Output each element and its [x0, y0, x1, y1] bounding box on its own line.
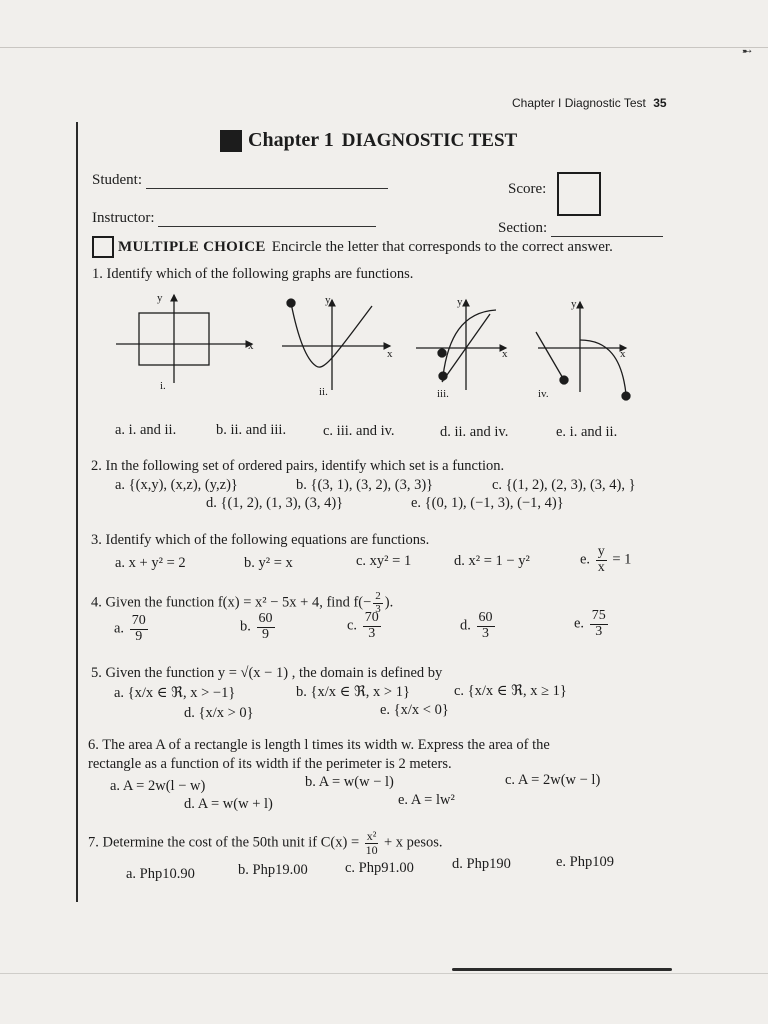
graph-ii: [282, 299, 390, 390]
student-line[interactable]: [146, 174, 388, 189]
q1-option-b[interactable]: b. ii. and iii.: [216, 422, 287, 438]
graph-i-y-label: y: [157, 292, 163, 304]
q3-option-e[interactable]: e. $\frac{y}{x}$ = 1: [580, 544, 632, 575]
section-heading: [92, 236, 613, 258]
q7-option-d[interactable]: d. Php190: [452, 856, 511, 872]
question-2: 2. In the following set of ordered pairs, identify which set is a function.: [91, 458, 505, 474]
q4-option-e[interactable]: e. $\frac{75}{3}$: [574, 608, 606, 639]
q4-option-c[interactable]: c. $\frac{70}{3}$: [347, 610, 379, 641]
section-title: MULTIPLE CHOICE: [118, 238, 266, 255]
graph-ii-x-label: x: [387, 348, 393, 360]
graph-iii-label: iii.: [437, 388, 449, 400]
student-label: Student:: [92, 172, 143, 188]
question-4-suffix: ).: [384, 594, 394, 611]
q7-option-e[interactable]: e. Php109: [556, 854, 614, 870]
q6-option-a[interactable]: a. A = 2w(l − w): [110, 778, 206, 794]
question-7-prefix: 7. Determine the cost of the 50th unit if C(x) =: [88, 834, 360, 851]
graph-i-x-label: x: [248, 340, 254, 352]
checkbox-icon: [92, 236, 114, 258]
q5-option-c[interactable]: c. {x/x ∈ ℜ, x ≥ 1}: [454, 683, 567, 699]
graph-ii-label: ii.: [319, 386, 328, 398]
question-4-prefix: 4. Given the function f(x) = x² − 5x + 4, find f(−: [91, 594, 372, 611]
q5-option-e[interactable]: e. {x/x < 0}: [380, 702, 449, 718]
section-label: Section:: [498, 220, 548, 236]
q4-option-b[interactable]: b. $\frac{60}{9}$: [240, 611, 273, 642]
question-5: 5. Given the function y = √(x − 1) , the domain is defined by: [91, 665, 443, 681]
q4-option-d[interactable]: d. $\frac{60}{3}$: [460, 610, 493, 641]
q1-option-d[interactable]: d. ii. and iv.: [440, 424, 509, 440]
q2-option-e[interactable]: e. {(0, 1), (−1, 3), (−1, 4)}: [411, 495, 564, 511]
q2-option-c[interactable]: c. {(1, 2), (2, 3), (3, 4), }: [492, 477, 636, 493]
graph-iii-y-label: y: [457, 296, 463, 308]
graphs-svg: [110, 288, 650, 410]
q7-option-a[interactable]: a. Php10.90: [126, 866, 195, 882]
q4-option-e-frac: $\frac{75}{3}$: [591, 608, 606, 639]
graph-iv: [536, 302, 630, 400]
graph-iv-y-label: y: [571, 298, 577, 310]
score-label: Score:: [508, 181, 547, 197]
q3-option-e-frac: $\frac{y}{x}$: [597, 544, 605, 575]
q5-option-d[interactable]: d. {x/x > 0}: [184, 705, 254, 721]
section-field[interactable]: [498, 220, 663, 237]
instructor-label: Instructor:: [92, 210, 155, 226]
section-line[interactable]: [551, 222, 663, 237]
page-top-edge: [0, 47, 768, 48]
student-field[interactable]: [92, 172, 388, 189]
title-main: Chapter 1: [248, 129, 334, 151]
graph-iv-x-label: x: [620, 348, 626, 360]
margin-rule: [76, 122, 78, 902]
question-1: 1. Identify which of the following graphs are functions.: [92, 266, 414, 282]
question-3: 3. Identify which of the following equations are functions.: [91, 532, 430, 548]
q6-option-e[interactable]: e. A = lw²: [398, 792, 455, 808]
q4-option-b-frac: $\frac{60}{9}$: [258, 611, 273, 642]
q7-option-c[interactable]: c. Php91.00: [345, 860, 414, 876]
question-6-line-1: 6. The area A of a rectangle is length l times its width w. Express the area of the: [88, 737, 550, 753]
page-bottom-edge: [0, 973, 768, 974]
graph-iv-label: iv.: [538, 388, 549, 400]
q6-option-b[interactable]: b. A = w(w − l): [305, 774, 394, 790]
q1-option-a[interactable]: a. i. and ii.: [115, 422, 177, 438]
q5-option-a[interactable]: a. {x/x ∈ ℜ, x > −1}: [114, 685, 236, 701]
q3-option-d[interactable]: d. x² = 1 − y²: [454, 553, 530, 569]
q2-option-a[interactable]: a. {(x,y), (x,z), (y,z)}: [115, 477, 238, 493]
graph-ii-y-label: y: [325, 294, 331, 306]
q6-option-c[interactable]: c. A = 2w(w − l): [505, 772, 601, 788]
q4-option-d-frac: $\frac{60}{3}$: [478, 610, 493, 641]
bottom-pen-stroke: [452, 968, 672, 971]
instructor-field[interactable]: [92, 210, 376, 227]
q5-option-b[interactable]: b. {x/x ∈ ℜ, x > 1}: [296, 684, 410, 700]
graph-iii: [416, 300, 506, 390]
page-title: [220, 129, 517, 152]
chapter-ref: Chapter I Diagnostic Test: [512, 96, 646, 110]
q1-option-c[interactable]: c. iii. and iv.: [323, 423, 395, 439]
page-number: 35: [653, 96, 667, 110]
q3-option-c[interactable]: c. xy² = 1: [356, 553, 412, 569]
title-sub: DIAGNOSTIC TEST: [341, 129, 518, 151]
q1-graphs: [110, 288, 650, 415]
q4-option-c-frac: $\frac{70}{3}$: [364, 610, 379, 641]
instructor-line[interactable]: [158, 212, 376, 227]
q6-option-d[interactable]: d. A = w(w + l): [184, 796, 273, 812]
question-7-suffix: + x pesos.: [384, 834, 443, 851]
q7-option-b[interactable]: b. Php19.00: [238, 862, 308, 878]
question-6-line-2: rectangle as a function of its width if the perimeter is 2 meters.: [88, 756, 452, 772]
q2-option-d[interactable]: d. {(1, 2), (1, 3), (3, 4)}: [206, 495, 344, 511]
pen-mark: ➸: [742, 44, 753, 58]
section-instruction: Encircle the letter that corresponds to the correct answer.: [271, 238, 613, 255]
question-7: [88, 830, 443, 856]
running-header: [512, 96, 667, 110]
q3-option-e-letter: e.: [580, 551, 591, 568]
q1-option-e[interactable]: e. i. and ii.: [556, 424, 618, 440]
title-bullet-icon: [220, 130, 242, 152]
question-4-frac: $\frac{2}{3}$: [375, 590, 381, 615]
graph-i: [116, 295, 252, 383]
question-7-frac: $\frac{\text{x²}}{10}$: [365, 829, 378, 857]
q4-option-a[interactable]: a. $\frac{70}{9}$: [114, 613, 146, 644]
score-box[interactable]: [557, 172, 601, 216]
graph-i-label: i.: [160, 380, 166, 392]
q3-option-b[interactable]: b. y² = x: [244, 555, 293, 571]
q4-option-a-frac: $\frac{70}{9}$: [131, 613, 146, 644]
q3-option-a[interactable]: a. x + y² = 2: [115, 555, 186, 571]
q2-option-b[interactable]: b. {(3, 1), (3, 2), (3, 3)}: [296, 477, 434, 493]
graph-iii-x-label: x: [502, 348, 508, 360]
